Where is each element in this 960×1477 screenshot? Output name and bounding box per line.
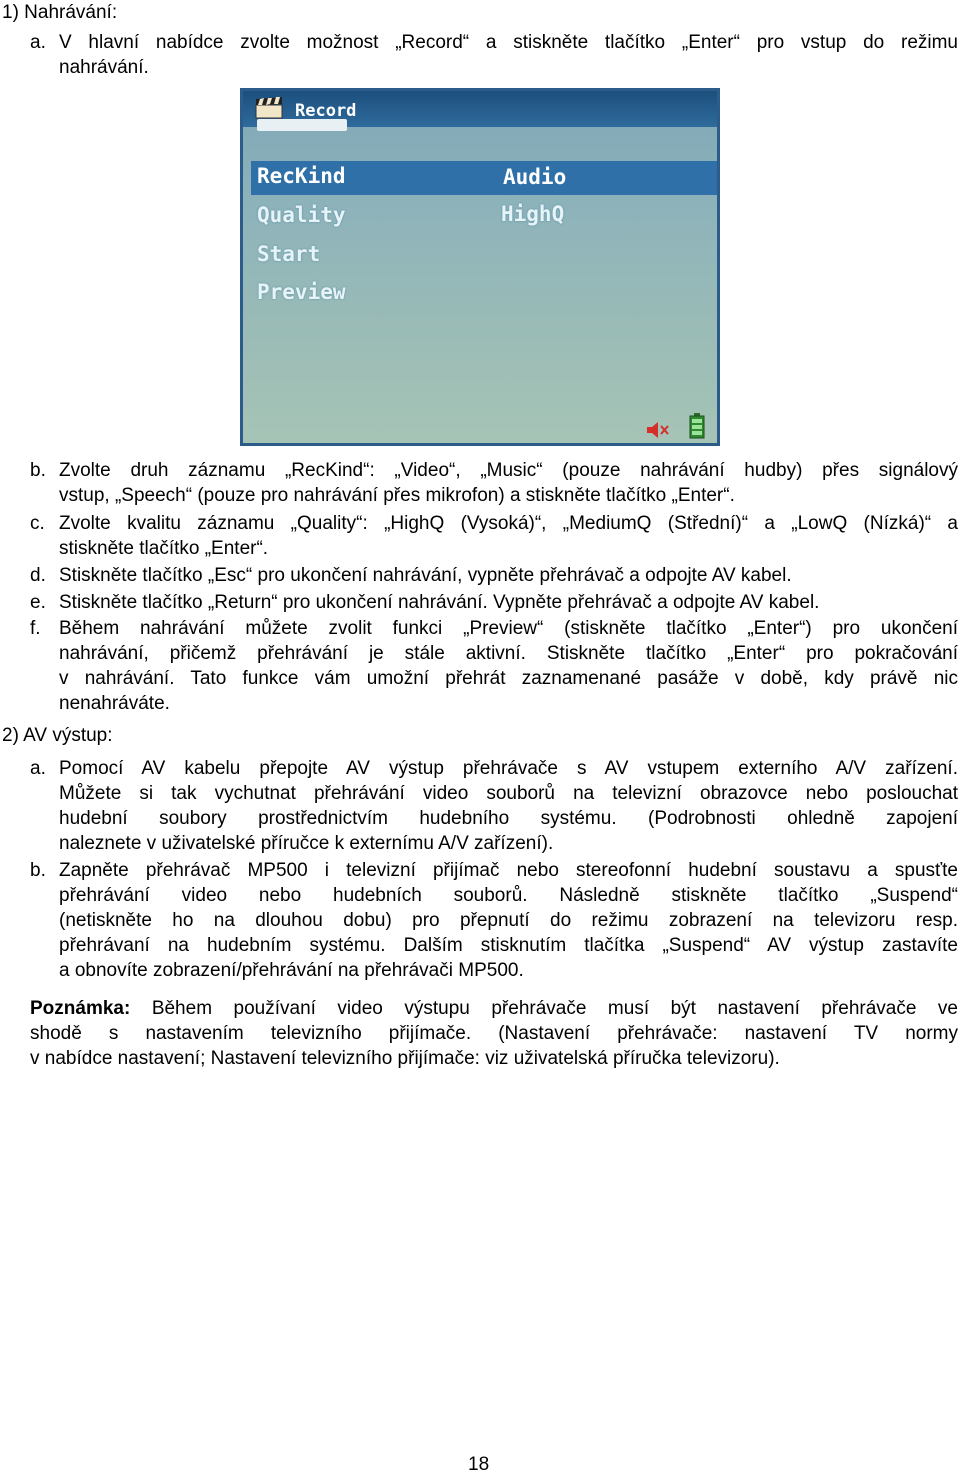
screen-title: Record bbox=[295, 101, 357, 121]
text-line: vstup, „Speech“ (pouze pro nahrávání přes mikrofon) a stiskněte tlačítko „Enter“. bbox=[59, 485, 735, 506]
text-line: Stiskněte tlačítko „Return“ pro ukončení nahrávání. Vypněte přehrávač a odpojte AV kabel. bbox=[59, 592, 820, 613]
text-line: nahrávání, přičemž přehrávání je stále aktivní. Stiskněte tlačítko „Enter“ pro pokračování bbox=[59, 643, 958, 664]
paragraph-1e bbox=[59, 590, 958, 615]
text-line: v nahrávání. Tato funkce vám umožní přehrát zaznamenané pasáže v době, kdy právě nic bbox=[59, 668, 958, 689]
menu-item-quality[interactable]: Quality bbox=[257, 203, 346, 227]
menu-item-preview[interactable]: Preview bbox=[257, 280, 346, 304]
text-line: (netiskněte ho na dlouhou dobu) pro přepnutí do režimu zobrazení na televizoru resp. bbox=[59, 910, 958, 931]
note-text: Během používaní video výstupu přehrávače musí být nastavení přehrávače ve bbox=[130, 998, 958, 1019]
note-paragraph bbox=[30, 996, 958, 1071]
menu-item-start[interactable]: Start bbox=[257, 242, 321, 266]
record-menu-screenshot bbox=[240, 88, 720, 446]
item-label: d. bbox=[30, 565, 46, 586]
section-heading-recording: 1) Nahrávání: bbox=[2, 2, 118, 23]
text-line: nenahráváte. bbox=[59, 693, 170, 714]
speaker-muted-icon bbox=[645, 421, 669, 439]
text-line: Pomocí AV kabelu přepojte AV výstup přehrávače s AV vstupem externího A/V zařízení. bbox=[59, 758, 958, 779]
item-label: a. bbox=[30, 758, 46, 779]
clapperboard-icon bbox=[255, 97, 283, 119]
text-line: přehrávání video nebo hudebních souborů. Následně stiskněte tlačítko „Suspend“ bbox=[59, 885, 958, 906]
text-line: přehrávaní na hudebním systému. Dalším stisknutím tlačítka „Suspend“ AV výstup zastavíte bbox=[59, 935, 958, 956]
menu-value-highq: HighQ bbox=[501, 202, 565, 226]
paragraph-1f bbox=[59, 616, 958, 716]
section-heading-av-output: 2) AV výstup: bbox=[2, 725, 113, 746]
paragraph-2a bbox=[59, 756, 958, 856]
text-line: nahrávání. bbox=[59, 57, 149, 78]
text-line: shodě s nastavením televizního přijímače. (Nastavení přehrávače: nastavení TV normy bbox=[30, 1023, 958, 1044]
paragraph-1b bbox=[59, 458, 958, 508]
text-line: Zvolte druh záznamu „RecKind“: „Video“, „Music“ (pouze nahrávání hudby) přes signálový bbox=[59, 460, 958, 481]
text-line: a obnovíte zobrazení/přehrávání na přehrávači MP500. bbox=[59, 960, 524, 981]
paragraph-1d bbox=[59, 563, 958, 588]
text-line: V hlavní nabídce zvolte možnost „Record“ a stiskněte tlačítko „Enter“ pro vstup do režimu bbox=[59, 32, 958, 53]
note-label: Poznámka: bbox=[30, 998, 131, 1019]
item-label: f. bbox=[30, 618, 41, 639]
text-line: Stiskněte tlačítko „Esc“ pro ukončení nahrávání, vypněte přehrávač a odpojte AV kabel. bbox=[59, 565, 792, 586]
page-number: 18 bbox=[468, 1454, 490, 1475]
item-label: e. bbox=[30, 592, 46, 613]
item-label: c. bbox=[30, 513, 45, 534]
text-line: Zapněte přehrávač MP500 i televizní přijímač nebo stereofonní hudební soustavu a spusťte bbox=[59, 860, 958, 881]
text-line: Zvolte kvalitu záznamu „Quality“: „HighQ (Vysoká)“, „MediumQ (Střední)“ a „LowQ (Nízká)“ a bbox=[59, 513, 958, 534]
menu-value-audio: Audio bbox=[503, 165, 567, 189]
text-line: Můžete si tak vychutnat přehrávání video souborů na televizní obrazovce nebo poslouchat bbox=[59, 783, 958, 804]
text-line: stiskněte tlačítko „Enter“. bbox=[59, 538, 269, 559]
paragraph-1c bbox=[59, 511, 958, 561]
paragraph-1a bbox=[59, 30, 958, 80]
item-label: a. bbox=[30, 32, 46, 53]
menu-item-reckind[interactable]: RecKind bbox=[257, 164, 346, 188]
battery-icon bbox=[689, 413, 705, 439]
text-line: v nabídce nastavení; Nastavení televizního přijímače: viz uživatelská příručka televizoru). bbox=[30, 1048, 780, 1069]
text-line: Během nahrávání můžete zvolit funkci „Preview“ (stiskněte tlačítko „Enter“) pro ukončení bbox=[59, 618, 958, 639]
item-label: b. bbox=[30, 860, 46, 881]
text-line: naleznete v uživatelské příručce k externímu A/V zařízení). bbox=[59, 833, 554, 854]
paragraph-2b bbox=[59, 858, 958, 983]
text-line: hudební soubory prostřednictvím hudebního systému. (Podrobnosti ohledně zapojení bbox=[59, 808, 958, 829]
item-label: b. bbox=[30, 460, 46, 481]
text-line bbox=[30, 996, 958, 1021]
